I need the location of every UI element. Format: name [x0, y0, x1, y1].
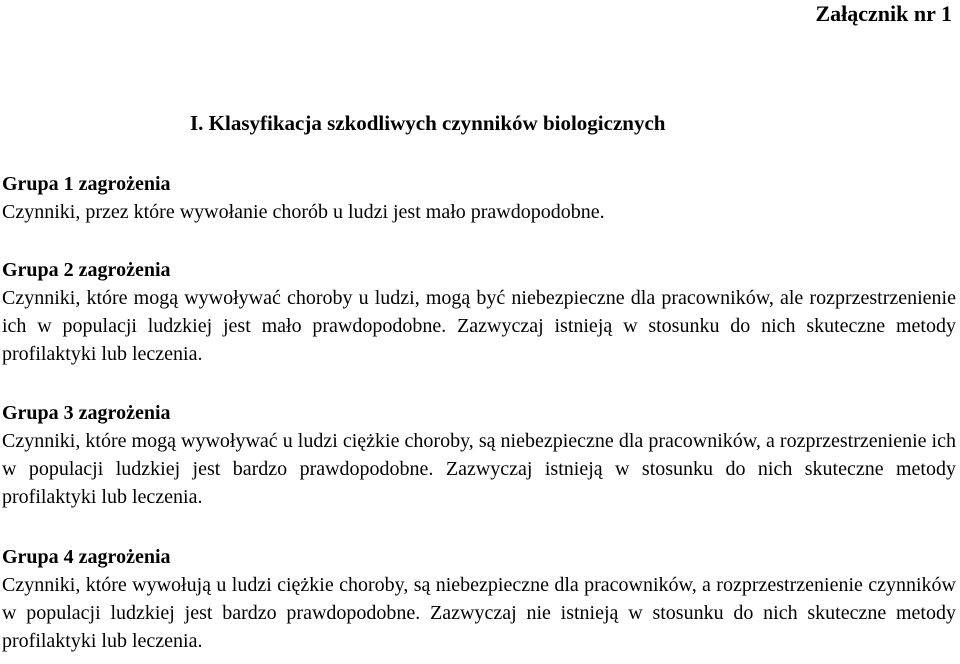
group-heading: Grupa 3 zagrożenia [2, 402, 171, 424]
hazard-group-3 [2, 399, 956, 511]
annex-label: Załącznik nr 1 [815, 1, 952, 26]
hazard-group-4 [2, 543, 956, 655]
group-description: Czynniki, które mogą wywoływać u ludzi ciężkie choroby, są niebezpieczne dla pracowników, a rozprzestrzenienie ich w populacji ludzkiej jest bardzo prawdopodobne. Zazwyczaj istnieją w stosunku do nich skuteczne metody profilaktyki lub leczenia. [2, 430, 956, 508]
group-description: Czynniki, które mogą wywoływać choroby u ludzi, mogą być niebezpieczne dla pracowników, ale rozprzestrzenienie ich w populacji ludzkiej jest mało prawdopodobne. Zazwyczaj istnieją w stosunku do nich skuteczne metody profilaktyki lub leczenia. [2, 287, 956, 365]
group-description: Czynniki, przez które wywołanie chorób u ludzi jest mało prawdopodobne. [2, 201, 605, 223]
section-title: I. Klasyfikacja szkodliwych czynników biologicznych [190, 111, 666, 135]
group-heading: Grupa 1 zagrożenia [2, 173, 171, 195]
group-heading: Grupa 4 zagrożenia [2, 546, 171, 568]
group-heading: Grupa 2 zagrożenia [2, 259, 171, 281]
hazard-group-1 [2, 170, 956, 226]
group-description: Czynniki, które wywołują u ludzi ciężkie choroby, są niebezpieczne dla pracowników, a rozprzestrzenienie czynników w populacji ludzkiej jest bardzo prawdopodobne. Zazwyczaj nie istnieją w stosunku do nich skuteczne metody profilaktyki lub leczenia. [2, 574, 956, 652]
hazard-group-2 [2, 256, 956, 368]
